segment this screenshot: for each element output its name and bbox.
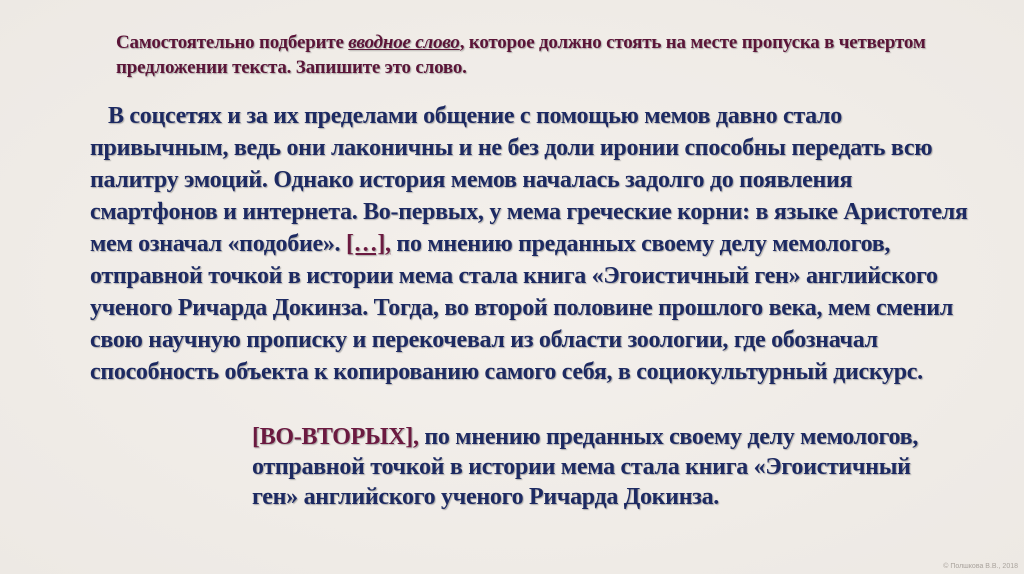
task-emphasis: вводное слово — [348, 32, 460, 53]
copyright-footer: © Полшкова В.В., 2018 — [943, 563, 1018, 570]
answer-key-word: [ВО-ВТОРЫХ], — [252, 424, 419, 450]
source-text-part2: по мнению преданных своему делу мемологов, отправной точкой в истории мема стала книга «Эгоистичный ген» английского ученого Ричарда Докинза. Тогда, во второй половине прошлого века, мем сменил свою научную прописку и перекочевал из области зоологии, где обозначал способность объекта к копированию самого себя, в социокультурный дискурс. — [90, 231, 953, 385]
task-text-after: , которое должно стоять на месте пропуска в четвертом предложении текста. Запишите это слово. — [116, 32, 926, 78]
source-text — [90, 100, 970, 388]
source-text-part1: В соцсетях и за их пределами общение с помощью мемов давно стало привычным, ведь они лаконичны и не без доли иронии способны передать всю палитру эмоций. Однако история мемов началась задолго до появления смартфонов и интернета. Во-первых, у мема греческие корни: в языке Аристотеля мем означал «подобие». — [90, 103, 968, 257]
task-instruction — [116, 30, 936, 80]
task-text-before: Самостоятельно подберите — [116, 32, 349, 53]
gap-marker: […], — [345, 231, 391, 257]
answer-rest: по мнению преданных своему делу мемологов, отправной точкой в истории мема стала книга «Эгоистичный ген» английского ученого Ричарда Докинза. — [252, 424, 919, 510]
answer-block — [252, 422, 932, 512]
